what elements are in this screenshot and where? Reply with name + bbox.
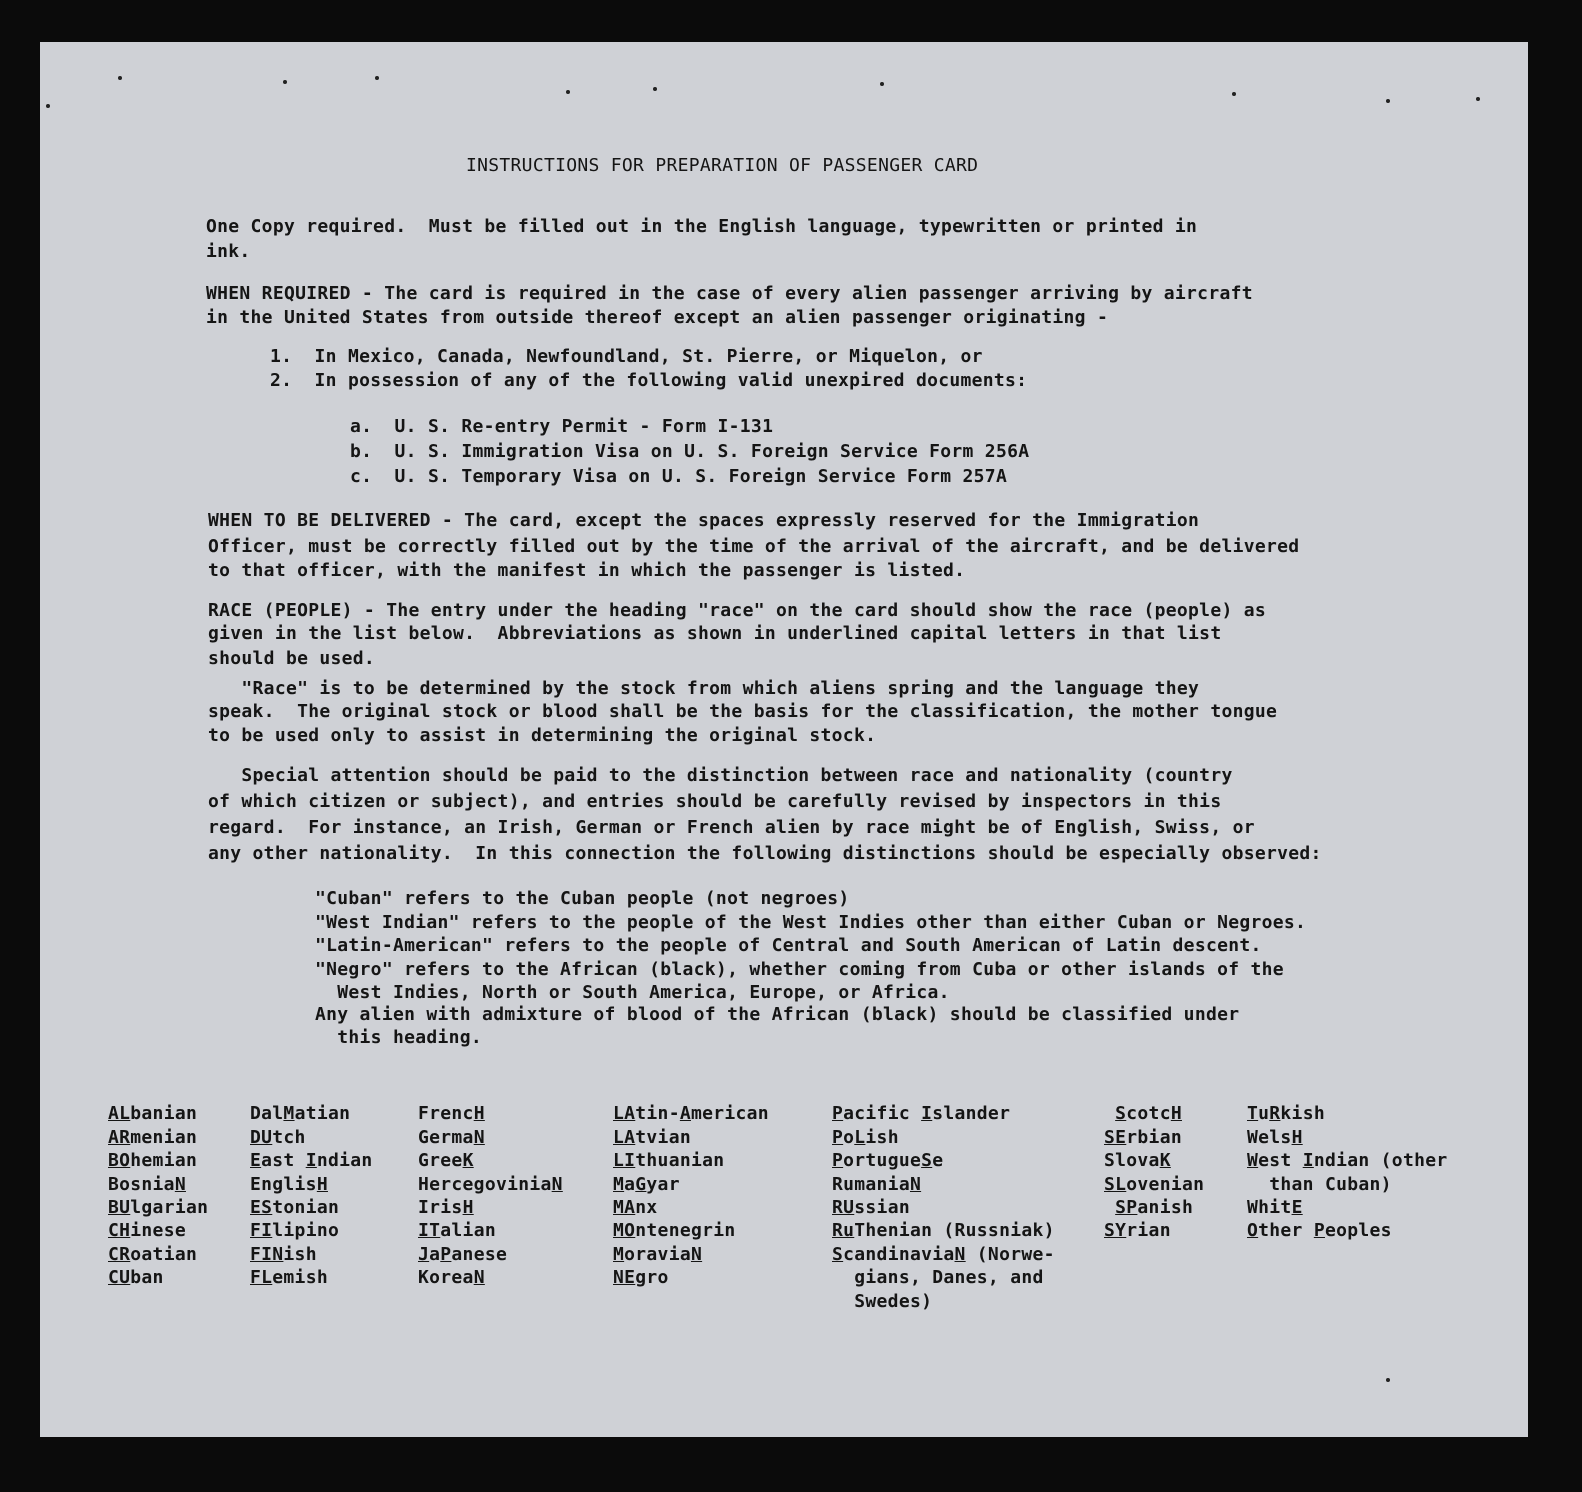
race-entry bbox=[1247, 1196, 1303, 1220]
race-text: candinavia bbox=[843, 1244, 955, 1265]
race-text: eoples bbox=[1324, 1220, 1392, 1241]
race-abbreviation: H bbox=[462, 1197, 474, 1218]
race-entry bbox=[832, 1290, 932, 1314]
race-entry bbox=[250, 1173, 328, 1197]
race-text: cotc bbox=[1126, 1103, 1171, 1124]
race-entry bbox=[108, 1149, 197, 1173]
race-abbreviation: BU bbox=[108, 1197, 131, 1218]
list-item: a. U. S. Re-entry Permit - Form I-131 bbox=[350, 416, 774, 437]
text-line: given in the list below. Abbreviations as shown in underlined capital letters in that list bbox=[208, 623, 1222, 644]
race-text: e bbox=[932, 1150, 944, 1171]
race-abbreviation: RU bbox=[832, 1197, 855, 1218]
race-entry bbox=[250, 1126, 306, 1150]
race-entry bbox=[418, 1266, 485, 1290]
race-text: u bbox=[1258, 1103, 1270, 1124]
race-abbreviation: H bbox=[1291, 1127, 1303, 1148]
scan-speck bbox=[1386, 1378, 1390, 1382]
race-abbreviation: FI bbox=[250, 1220, 273, 1241]
race-abbreviation: P bbox=[832, 1150, 844, 1171]
race-abbreviation: N bbox=[473, 1127, 485, 1148]
race-text: tonian bbox=[272, 1197, 340, 1218]
race-abbreviation: N bbox=[174, 1174, 186, 1195]
scan-speck bbox=[566, 90, 570, 94]
race-text: lipino bbox=[272, 1220, 340, 1241]
race-text: (Norwe- bbox=[965, 1244, 1055, 1265]
race-text: thuanian bbox=[635, 1150, 725, 1171]
race-abbreviation: AL bbox=[108, 1103, 131, 1124]
race-text: ndian bbox=[316, 1150, 373, 1171]
race-abbreviation: N bbox=[690, 1244, 703, 1265]
race-abbreviation: P bbox=[832, 1103, 844, 1124]
text-line: of which citizen or subject), and entries should be carefully revised by inspectors in this bbox=[208, 791, 1222, 812]
race-entry bbox=[613, 1243, 702, 1267]
scan-speck bbox=[1386, 99, 1390, 103]
scan-speck bbox=[375, 76, 379, 80]
race-entry bbox=[1247, 1149, 1448, 1173]
text-line: WHEN TO BE DELIVERED - The card, except the spaces expressly reserved for the Immigration bbox=[208, 510, 1200, 531]
text-line: ink. bbox=[206, 241, 251, 262]
race-text: ovenian bbox=[1126, 1174, 1205, 1195]
race-text: ish bbox=[865, 1127, 899, 1148]
race-abbreviation: S bbox=[921, 1150, 933, 1171]
race-text: Iris bbox=[418, 1197, 463, 1218]
race-abbreviation: K bbox=[462, 1150, 474, 1171]
scan-speck bbox=[1476, 97, 1480, 101]
race-text: ssian bbox=[854, 1197, 910, 1218]
race-entry bbox=[250, 1196, 339, 1220]
text-line: One Copy required. Must be filled out in the English language, typewritten or printed in bbox=[206, 216, 1198, 237]
race-abbreviation: I bbox=[921, 1103, 933, 1124]
race-entry bbox=[832, 1126, 899, 1150]
race-text: merican bbox=[690, 1103, 769, 1124]
race-entry bbox=[1104, 1196, 1193, 1220]
race-abbreviation: Ru bbox=[832, 1220, 855, 1241]
text-line: regard. For instance, an Irish, German or French alien by race might be of English, Swiss, or bbox=[208, 817, 1255, 838]
race-abbreviation: CR bbox=[108, 1244, 131, 1265]
race-text: banian bbox=[130, 1103, 198, 1124]
race-abbreviation: M bbox=[613, 1174, 625, 1195]
scan-speck bbox=[1232, 92, 1236, 96]
race-abbreviation: P bbox=[440, 1244, 452, 1265]
race-entry bbox=[250, 1266, 328, 1290]
race-abbreviation: MA bbox=[613, 1197, 636, 1218]
race-entry bbox=[832, 1149, 943, 1173]
race-abbreviation: M bbox=[613, 1244, 625, 1265]
race-entry bbox=[613, 1173, 680, 1197]
list-item: b. U. S. Immigration Visa on U. S. Foreign Service Form 256A bbox=[350, 441, 1030, 462]
race-text: tin- bbox=[635, 1103, 680, 1124]
race-entry bbox=[108, 1102, 197, 1126]
race-abbreviation: LA bbox=[613, 1127, 636, 1148]
race-text: menian bbox=[130, 1127, 198, 1148]
race-entry bbox=[418, 1126, 485, 1150]
scan-speck bbox=[118, 76, 122, 80]
race-text: lgarian bbox=[130, 1197, 209, 1218]
race-abbreviation: FL bbox=[250, 1267, 273, 1288]
race-abbreviation: FIN bbox=[250, 1244, 284, 1265]
text-line: RACE (PEOPLE) - The entry under the heading "race" on the card should show the race (people) as bbox=[208, 600, 1267, 621]
race-text: anish bbox=[1137, 1197, 1194, 1218]
list-item: "Latin-American" refers to the people of Central and South American of Latin descent. bbox=[315, 935, 1262, 956]
page-title: INSTRUCTIONS FOR PREPARATION OF PASSENGER CARD bbox=[466, 155, 979, 176]
race-abbreviation: N bbox=[909, 1174, 922, 1195]
race-text: oravia bbox=[624, 1244, 691, 1265]
text-line: WHEN REQUIRED - The card is required in the case of every alien passenger arriving by aircraft bbox=[206, 283, 1253, 304]
race-text: gians, Danes, and bbox=[832, 1267, 1044, 1288]
race-text: ortugue bbox=[843, 1150, 922, 1171]
text-line: to be used only to assist in determining the original stock. bbox=[208, 725, 877, 746]
race-abbreviation: DU bbox=[250, 1127, 273, 1148]
text-line: "Race" is to be determined by the stock from which aliens spring and the language they bbox=[208, 678, 1200, 699]
race-abbreviation: SY bbox=[1104, 1220, 1127, 1241]
race-text: rbian bbox=[1126, 1127, 1182, 1148]
race-entry bbox=[418, 1102, 485, 1126]
race-entry bbox=[1104, 1126, 1182, 1150]
race-abbreviation: N bbox=[551, 1174, 563, 1195]
race-abbreviation: ES bbox=[250, 1197, 273, 1218]
race-abbreviation: SE bbox=[1104, 1127, 1127, 1148]
race-abbreviation: I bbox=[305, 1150, 317, 1171]
race-abbreviation: CU bbox=[108, 1267, 131, 1288]
race-entry bbox=[1247, 1173, 1392, 1197]
race-text: yar bbox=[646, 1174, 680, 1195]
race-entry bbox=[1104, 1102, 1182, 1126]
race-text: tvian bbox=[635, 1127, 691, 1148]
race-text: hemian bbox=[130, 1150, 198, 1171]
race-text: Bosnia bbox=[108, 1174, 175, 1195]
race-entry bbox=[613, 1219, 736, 1243]
text-line: speak. The original stock or blood shall be the basis for the classification, the mother tongue bbox=[208, 701, 1278, 722]
race-abbreviation: H bbox=[316, 1174, 328, 1195]
list-item: this heading. bbox=[315, 1027, 483, 1048]
race-abbreviation: M bbox=[283, 1103, 295, 1124]
list-item: "West Indian" refers to the people of the West Indies other than either Cuban or Negroes. bbox=[315, 912, 1307, 933]
race-abbreviation: IT bbox=[418, 1220, 441, 1241]
race-abbreviation: T bbox=[1247, 1103, 1259, 1124]
race-text: Slova bbox=[1104, 1150, 1160, 1171]
race-abbreviation: BO bbox=[108, 1150, 131, 1171]
scan-speck bbox=[880, 82, 884, 86]
race-entry bbox=[418, 1243, 507, 1267]
text-line: in the United States from outside thereof except an alien passenger originating - bbox=[206, 307, 1109, 328]
race-text: Swedes) bbox=[832, 1291, 933, 1312]
race-text: oatian bbox=[130, 1244, 198, 1265]
race-text: Gree bbox=[418, 1150, 463, 1171]
race-text: Germa bbox=[418, 1127, 474, 1148]
race-abbreviation: I bbox=[1302, 1150, 1314, 1171]
scan-speck bbox=[46, 104, 50, 108]
race-entry bbox=[250, 1102, 350, 1126]
race-abbreviation: E bbox=[1291, 1197, 1303, 1218]
race-abbreviation: H bbox=[473, 1103, 485, 1124]
race-text: a bbox=[624, 1174, 636, 1195]
race-abbreviation: P bbox=[1313, 1220, 1325, 1241]
race-entry bbox=[418, 1196, 474, 1220]
race-text: anese bbox=[451, 1244, 508, 1265]
text-line: to that officer, with the manifest in which the passenger is listed. bbox=[208, 560, 966, 581]
race-text: Rumania bbox=[832, 1174, 910, 1195]
race-text: (Russniak) bbox=[932, 1220, 1055, 1241]
race-text: Hercegovinia bbox=[418, 1174, 552, 1195]
race-entry bbox=[613, 1266, 669, 1290]
race-text: Korea bbox=[418, 1267, 474, 1288]
race-entry bbox=[832, 1173, 921, 1197]
race-text: est bbox=[1258, 1150, 1303, 1171]
race-text: ban bbox=[130, 1267, 164, 1288]
race-abbreviation: G bbox=[635, 1174, 647, 1195]
race-entry bbox=[108, 1219, 186, 1243]
race-text: Wels bbox=[1247, 1127, 1292, 1148]
race-entry bbox=[1104, 1219, 1171, 1243]
race-abbreviation: LA bbox=[613, 1103, 636, 1124]
race-entry bbox=[613, 1102, 769, 1126]
race-entry bbox=[1104, 1149, 1171, 1173]
race-entry bbox=[613, 1149, 724, 1173]
race-text: than Cuban) bbox=[1247, 1174, 1392, 1195]
race-text: o bbox=[843, 1127, 855, 1148]
race-entry bbox=[1247, 1126, 1303, 1150]
text-line: Officer, must be correctly filled out by the time of the arrival of the aircraft, and be delivered bbox=[208, 536, 1300, 557]
race-abbreviation: AR bbox=[108, 1127, 131, 1148]
race-abbreviation: W bbox=[1247, 1150, 1259, 1171]
list-item: c. U. S. Temporary Visa on U. S. Foreign Service Form 257A bbox=[350, 466, 1008, 487]
race-text: rian bbox=[1126, 1220, 1171, 1241]
race-abbreviation: A bbox=[679, 1103, 691, 1124]
race-entry bbox=[832, 1102, 1010, 1126]
race-abbreviation: E bbox=[250, 1150, 262, 1171]
race-text: ish bbox=[283, 1244, 317, 1265]
race-entry bbox=[108, 1196, 208, 1220]
race-entry bbox=[613, 1126, 691, 1150]
race-entry bbox=[108, 1126, 197, 1150]
race-entry bbox=[250, 1243, 317, 1267]
race-entry bbox=[832, 1243, 1055, 1267]
race-text: alian bbox=[440, 1220, 496, 1241]
race-entry bbox=[250, 1219, 339, 1243]
race-abbreviation: NE bbox=[613, 1267, 636, 1288]
race-text: Whit bbox=[1247, 1197, 1292, 1218]
list-item: West Indies, North or South America, Europe, or Africa. bbox=[315, 982, 950, 1003]
race-abbreviation: P bbox=[832, 1127, 844, 1148]
race-text: Dal bbox=[250, 1103, 284, 1124]
race-abbreviation: R bbox=[1269, 1103, 1281, 1124]
scan-speck bbox=[653, 87, 657, 91]
race-abbreviation: K bbox=[1159, 1150, 1171, 1171]
race-entry bbox=[832, 1219, 1055, 1243]
race-text: inese bbox=[130, 1220, 186, 1241]
race-entry bbox=[418, 1219, 496, 1243]
race-abbreviation: S bbox=[832, 1244, 844, 1265]
race-abbreviation: N bbox=[473, 1267, 485, 1288]
race-entry bbox=[108, 1266, 164, 1290]
race-entry bbox=[1104, 1173, 1204, 1197]
race-text: kish bbox=[1280, 1103, 1325, 1124]
race-entry bbox=[108, 1173, 186, 1197]
race-entry bbox=[832, 1196, 910, 1220]
race-entry bbox=[108, 1243, 197, 1267]
race-entry bbox=[250, 1149, 373, 1173]
race-abbreviation: N bbox=[954, 1244, 966, 1265]
scan-speck bbox=[283, 80, 287, 84]
race-entry bbox=[613, 1196, 658, 1220]
document-page bbox=[40, 42, 1528, 1437]
race-text: a bbox=[429, 1244, 441, 1265]
list-item: 1. In Mexico, Canada, Newfoundland, St. Pierre, or Miquelon, or bbox=[270, 346, 983, 367]
race-text: slander bbox=[932, 1103, 1011, 1124]
race-text: gro bbox=[635, 1267, 669, 1288]
race-text: ast bbox=[261, 1150, 306, 1171]
race-abbreviation: L bbox=[854, 1127, 866, 1148]
race-text bbox=[1104, 1197, 1115, 1218]
race-entry bbox=[832, 1266, 1044, 1290]
race-abbreviation: CH bbox=[108, 1220, 131, 1241]
race-text: nx bbox=[635, 1197, 658, 1218]
text-line: any other nationality. In this connection the following distinctions should be especially observed: bbox=[208, 843, 1322, 864]
race-text: Thenian bbox=[854, 1220, 933, 1241]
race-text: ntenegrin bbox=[635, 1220, 736, 1241]
race-abbreviation: H bbox=[1170, 1103, 1182, 1124]
list-item: "Cuban" refers to the Cuban people (not negroes) bbox=[315, 888, 850, 909]
race-text: Frenc bbox=[418, 1103, 474, 1124]
race-text: tch bbox=[272, 1127, 306, 1148]
race-entry bbox=[1247, 1219, 1392, 1243]
race-abbreviation: SP bbox=[1115, 1197, 1138, 1218]
race-text: atian bbox=[294, 1103, 351, 1124]
list-item: 2. In possession of any of the following valid unexpired documents: bbox=[270, 370, 1028, 391]
race-abbreviation: O bbox=[1247, 1220, 1259, 1241]
race-text: ther bbox=[1258, 1220, 1314, 1241]
race-entry bbox=[418, 1173, 563, 1197]
race-abbreviation: LI bbox=[613, 1150, 636, 1171]
race-text: ndian (other bbox=[1313, 1150, 1448, 1171]
list-item: "Negro" refers to the African (black), whether coming from Cuba or other islands of the bbox=[315, 959, 1284, 980]
list-item: Any alien with admixture of blood of the African (black) should be classified under bbox=[315, 1004, 1240, 1025]
race-text: acific bbox=[843, 1103, 922, 1124]
race-text: emish bbox=[272, 1267, 328, 1288]
race-abbreviation: SL bbox=[1104, 1174, 1127, 1195]
race-entry bbox=[1247, 1102, 1325, 1126]
race-abbreviation: S bbox=[1115, 1103, 1127, 1124]
race-entry bbox=[418, 1149, 474, 1173]
text-line: Special attention should be paid to the distinction between race and nationality (country bbox=[208, 765, 1233, 786]
race-text bbox=[1104, 1103, 1115, 1124]
text-line: should be used. bbox=[208, 648, 376, 669]
race-text: Englis bbox=[250, 1174, 317, 1195]
race-abbreviation: MO bbox=[613, 1220, 636, 1241]
race-abbreviation: J bbox=[418, 1244, 430, 1265]
